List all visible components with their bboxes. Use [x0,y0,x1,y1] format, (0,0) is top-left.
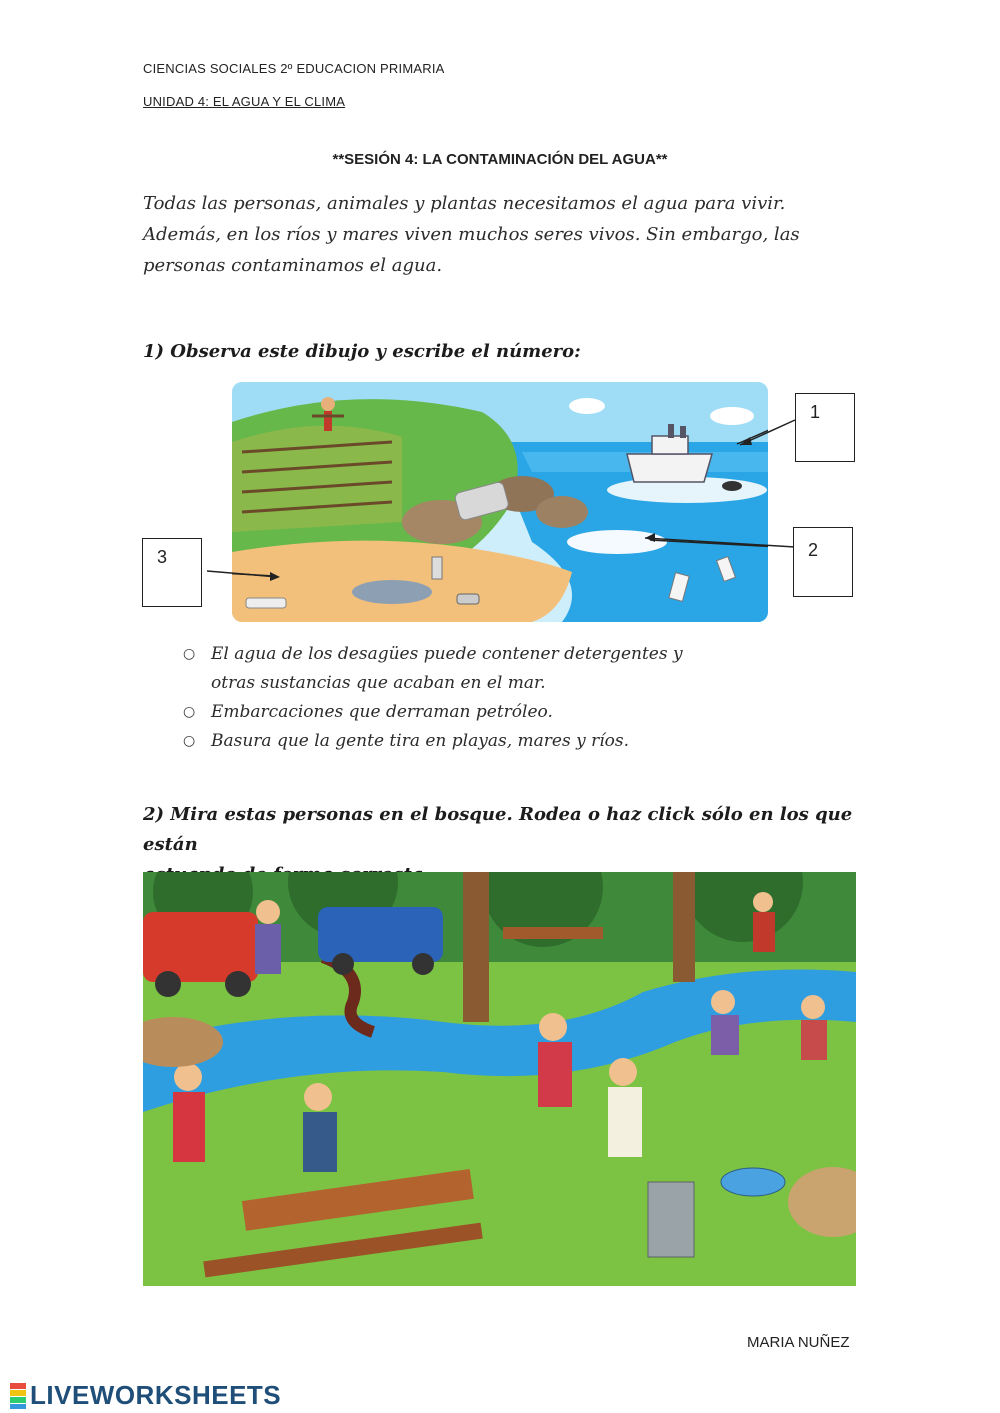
exercise1-prompt: 1) Observa este dibujo y escribe el número: [143,341,581,362]
option-item[interactable] [183,640,743,669]
arrow-line-3 [200,565,290,585]
circle-bullet-icon: ○ [183,704,196,720]
brand-text: LIVEWORKSHEETS [30,1380,282,1410]
option-text: Basura que la gente tira en playas, mares y ríos. [211,731,630,751]
intro-line: Todas las personas, animales y plantas necesitamos el agua para vivir. [143,193,786,214]
session-title: **SESIÓN 4: LA CONTAMINACIÓN DEL AGUA** [332,151,668,168]
option-text: otras sustancias que acaban en el mar. [211,673,546,693]
liveworksheets-logo [10,1380,281,1411]
unit-header: UNIDAD 4: EL AGUA Y EL CLIMA [143,94,346,109]
answer-box-3[interactable]: 3 [142,538,202,607]
logo-mark-icon [10,1383,26,1409]
intro-line: personas contaminamos el agua. [143,255,443,276]
circle-bullet-icon: ○ [183,646,196,662]
exercise2-prompt-line: 2) Mira estas personas en el bosque. Rodea o haz click sólo en los que están [143,804,853,855]
option-item[interactable] [183,727,743,756]
exercise1-options [183,640,743,756]
answer-box-2[interactable]: 2 [793,527,853,597]
option-text: Embarcaciones que derraman petróleo. [211,702,553,722]
intro-line: Además, en los ríos y mares viven muchos seres vivos. Sin embargo, las [143,224,800,245]
option-continuation [183,669,743,698]
answer-box-1[interactable]: 1 [795,393,855,462]
intro-paragraph [143,188,863,281]
forest-scene-illustration [143,872,856,1286]
author-name: MARIA NUÑEZ [747,1334,850,1351]
arrow-lines [600,395,800,555]
circle-bullet-icon: ○ [183,733,196,749]
option-item[interactable] [183,698,743,727]
course-header: CIENCIAS SOCIALES 2º EDUCACION PRIMARIA [143,61,445,76]
option-text: El agua de los desagües puede contener detergentes y [211,644,683,664]
